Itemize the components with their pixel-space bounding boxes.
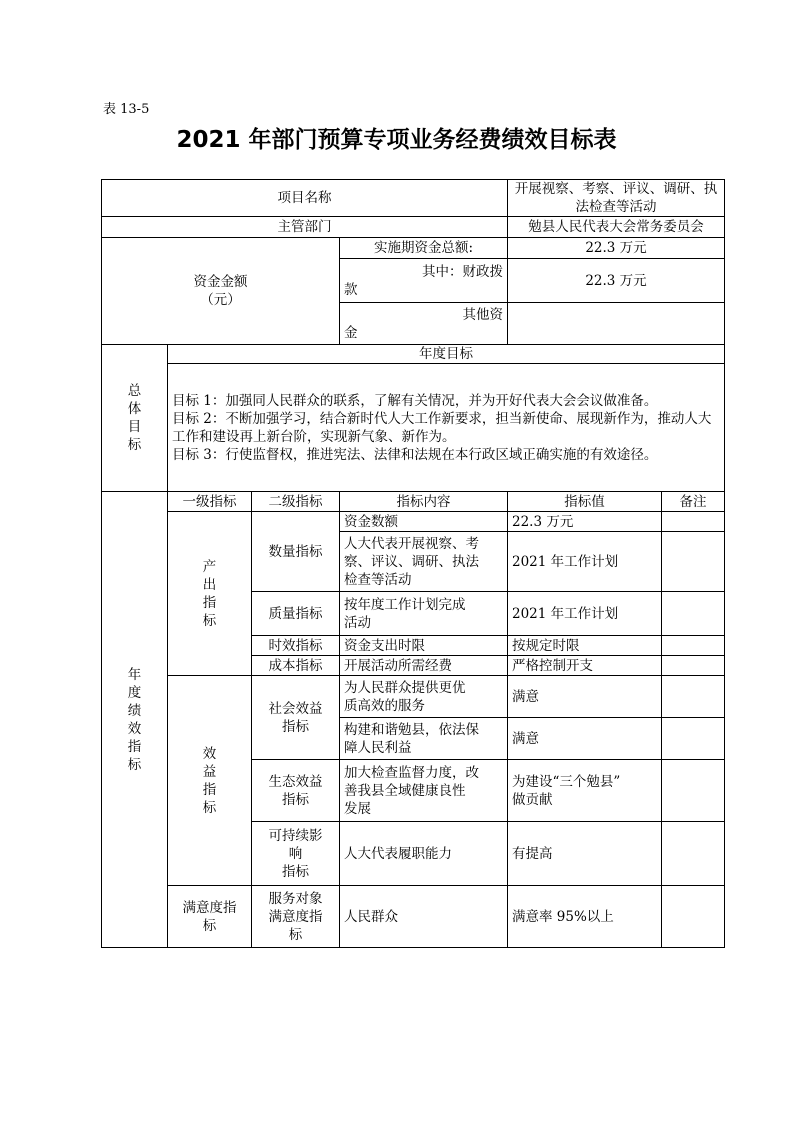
eco-content-line1: 加大检查监督力度，改	[344, 764, 479, 781]
service-label-line2: 满意度指	[268, 908, 323, 925]
eco-value	[508, 760, 662, 822]
sustain-value: 有提高	[508, 822, 662, 886]
overall-goal-side-label	[102, 345, 168, 492]
social-label-line2: 指标	[282, 718, 309, 735]
funds-finance-label-b: 款	[344, 281, 358, 298]
table-row	[102, 886, 725, 948]
social2-content	[340, 718, 508, 760]
q1-remark	[662, 512, 725, 532]
project-name-value: 开展视察、考察、评议、调研、执法检查等活动	[508, 180, 725, 217]
eco-content-line3: 发展	[344, 800, 371, 817]
time-remark	[662, 636, 725, 656]
table-row	[102, 676, 725, 718]
social2-remark	[662, 718, 725, 760]
sustain-label-line3: 指标	[282, 863, 309, 880]
output-char-2: 出	[202, 576, 217, 593]
service-indicator-label	[252, 886, 340, 948]
eco-value-line2: 做贡献	[512, 791, 553, 808]
indicator-side-char-1: 年	[127, 666, 142, 683]
benefit-char-4: 标	[202, 799, 217, 816]
q2-content-line2: 察、评议、调研、执法	[344, 553, 479, 570]
q2-content-line1: 人大代表开展视察、考	[344, 535, 479, 552]
social1-content-line2: 质高效的服务	[344, 697, 425, 714]
indicator-side-char-5: 指	[127, 738, 142, 755]
service-label-line1: 服务对象	[268, 890, 323, 907]
overall-side-char-4: 标	[127, 437, 142, 453]
department-row	[102, 217, 725, 238]
project-name-label: 项目名称	[102, 180, 508, 217]
sustain-remark	[662, 822, 725, 886]
benefit-char-2: 益	[202, 763, 217, 780]
cost-indicator-label: 成本指标	[252, 656, 340, 676]
goal-2: 目标 2：不断加强学习，结合新时代人大工作新要求，担当新使命、展现新作为，推动人大工作和建设再上新台阶，实现新气象、新作为。	[172, 410, 712, 445]
eco-remark	[662, 760, 725, 822]
overall-goal-content-row	[102, 364, 725, 492]
social1-value: 满意	[508, 676, 662, 718]
sustain-label-line2: 响	[288, 845, 303, 862]
benefit-char-1: 效	[202, 745, 217, 762]
goal-1: 目标 1：加强同人民群众的联系，了解有关情况，并为开好代表大会会议做准备。	[172, 392, 658, 409]
quality-remark	[662, 592, 725, 636]
header-content: 指标内容	[340, 492, 508, 512]
indicator-side-char-3: 绩	[127, 702, 142, 719]
overall-side-char-3: 目	[127, 419, 142, 435]
department-value: 勉县人民代表大会常务委员会	[508, 217, 725, 238]
header-level1: 一级指标	[168, 492, 252, 512]
funds-amount-label	[102, 238, 340, 345]
document-title: 2021 年部门预算专项业务经费绩效目标表	[176, 127, 617, 153]
social-indicator-label	[252, 676, 340, 760]
cost-value: 严格控制开支	[508, 656, 662, 676]
social1-content	[340, 676, 508, 718]
quality-content-line1: 按年度工作计划完成	[344, 596, 466, 613]
table-number: 表 13-5	[103, 102, 150, 117]
overall-side-char-2: 体	[127, 401, 142, 417]
output-char-1: 产	[202, 558, 217, 575]
quality-content	[340, 592, 508, 636]
social2-content-line2: 障人民利益	[344, 739, 412, 756]
service-remark	[662, 886, 725, 948]
satisfaction-indicator-label	[168, 886, 252, 948]
output-char-3: 指	[202, 594, 217, 611]
cost-content: 开展活动所需经费	[340, 656, 508, 676]
benefit-char-3: 指	[202, 781, 217, 798]
funds-finance-value: 22.3 万元	[508, 259, 725, 303]
output-char-4: 标	[202, 612, 217, 629]
header-value: 指标值	[508, 492, 662, 512]
q2-value: 2021 年工作计划	[508, 532, 662, 592]
indicator-side-char-4: 效	[127, 720, 142, 737]
project-name-row	[102, 180, 725, 217]
q2-remark	[662, 532, 725, 592]
funds-total-value: 22.3 万元	[508, 238, 725, 259]
satisfaction-label-line1: 满意度指	[182, 899, 237, 916]
indicator-header-row	[102, 492, 725, 512]
indicator-side-char-6: 标	[127, 756, 142, 773]
funds-total-label: 实施期资金总额:	[340, 238, 508, 259]
annual-goal-content	[168, 364, 725, 492]
funds-other-value	[508, 303, 725, 345]
service-label-line3: 标	[288, 926, 303, 943]
eco-content-line2: 善我县全域健康良性	[344, 782, 466, 799]
time-value: 按规定时限	[508, 636, 662, 656]
output-indicator-label	[168, 512, 252, 676]
eco-content	[340, 760, 508, 822]
header-level2: 二级指标	[252, 492, 340, 512]
q2-content	[340, 532, 508, 592]
sustain-label-line1: 可持续影	[268, 827, 323, 844]
time-indicator-label: 时效指标	[252, 636, 340, 656]
q2-content-line3: 检查等活动	[344, 571, 412, 588]
performance-goal-table	[101, 179, 725, 948]
q1-content: 资金数额	[340, 512, 508, 532]
social1-content-line1: 为人民群众提供更优	[344, 679, 466, 696]
funds-other-label-b: 金	[344, 324, 358, 341]
cost-remark	[662, 656, 725, 676]
department-label: 主管部门	[102, 217, 508, 238]
social2-content-line1: 构建和谐勉县，依法保	[344, 721, 479, 738]
eco-label-line2: 指标	[282, 791, 309, 808]
service-content: 人民群众	[340, 886, 508, 948]
time-content: 资金支出时限	[340, 636, 508, 656]
social1-remark	[662, 676, 725, 718]
funds-finance-label	[340, 259, 508, 303]
funds-other-label	[340, 303, 508, 345]
quality-content-line2: 活动	[344, 614, 371, 631]
benefit-indicator-label	[168, 676, 252, 886]
indicator-side-label	[102, 492, 168, 948]
social2-value: 满意	[508, 718, 662, 760]
eco-value-line1: 为建设“三个勉县”	[512, 773, 621, 790]
annual-goal-header: 年度目标	[168, 345, 725, 364]
sustain-content: 人大代表履职能力	[340, 822, 508, 886]
social-label-line1: 社会效益	[268, 700, 323, 717]
quality-indicator-label: 质量指标	[252, 592, 340, 636]
quantity-indicator-label: 数量指标	[252, 512, 340, 592]
header-remark: 备注	[662, 492, 725, 512]
overall-side-char-1: 总	[127, 383, 142, 399]
funds-total-row	[102, 238, 725, 259]
funds-amount-label-line1: 资金金额	[193, 274, 248, 290]
eco-label-line1: 生态效益	[268, 773, 323, 790]
eco-indicator-label	[252, 760, 340, 822]
indicator-side-char-2: 度	[127, 684, 142, 701]
q1-value: 22.3 万元	[508, 512, 662, 532]
funds-other-label-a: 其他资	[462, 306, 503, 323]
satisfaction-label-line2: 标	[202, 917, 217, 934]
funds-amount-label-line2: （元）	[200, 292, 241, 308]
service-value: 满意率 95%以上	[508, 886, 662, 948]
quality-value: 2021 年工作计划	[508, 592, 662, 636]
goal-3: 目标 3：行使监督权，推进宪法、法律和法规在本行政区域正确实施的有效途径。	[172, 446, 658, 463]
table-row	[102, 512, 725, 532]
sustain-indicator-label	[252, 822, 340, 886]
funds-finance-label-a: 其中：财政拨	[422, 263, 503, 280]
overall-goal-header-row	[102, 345, 725, 364]
